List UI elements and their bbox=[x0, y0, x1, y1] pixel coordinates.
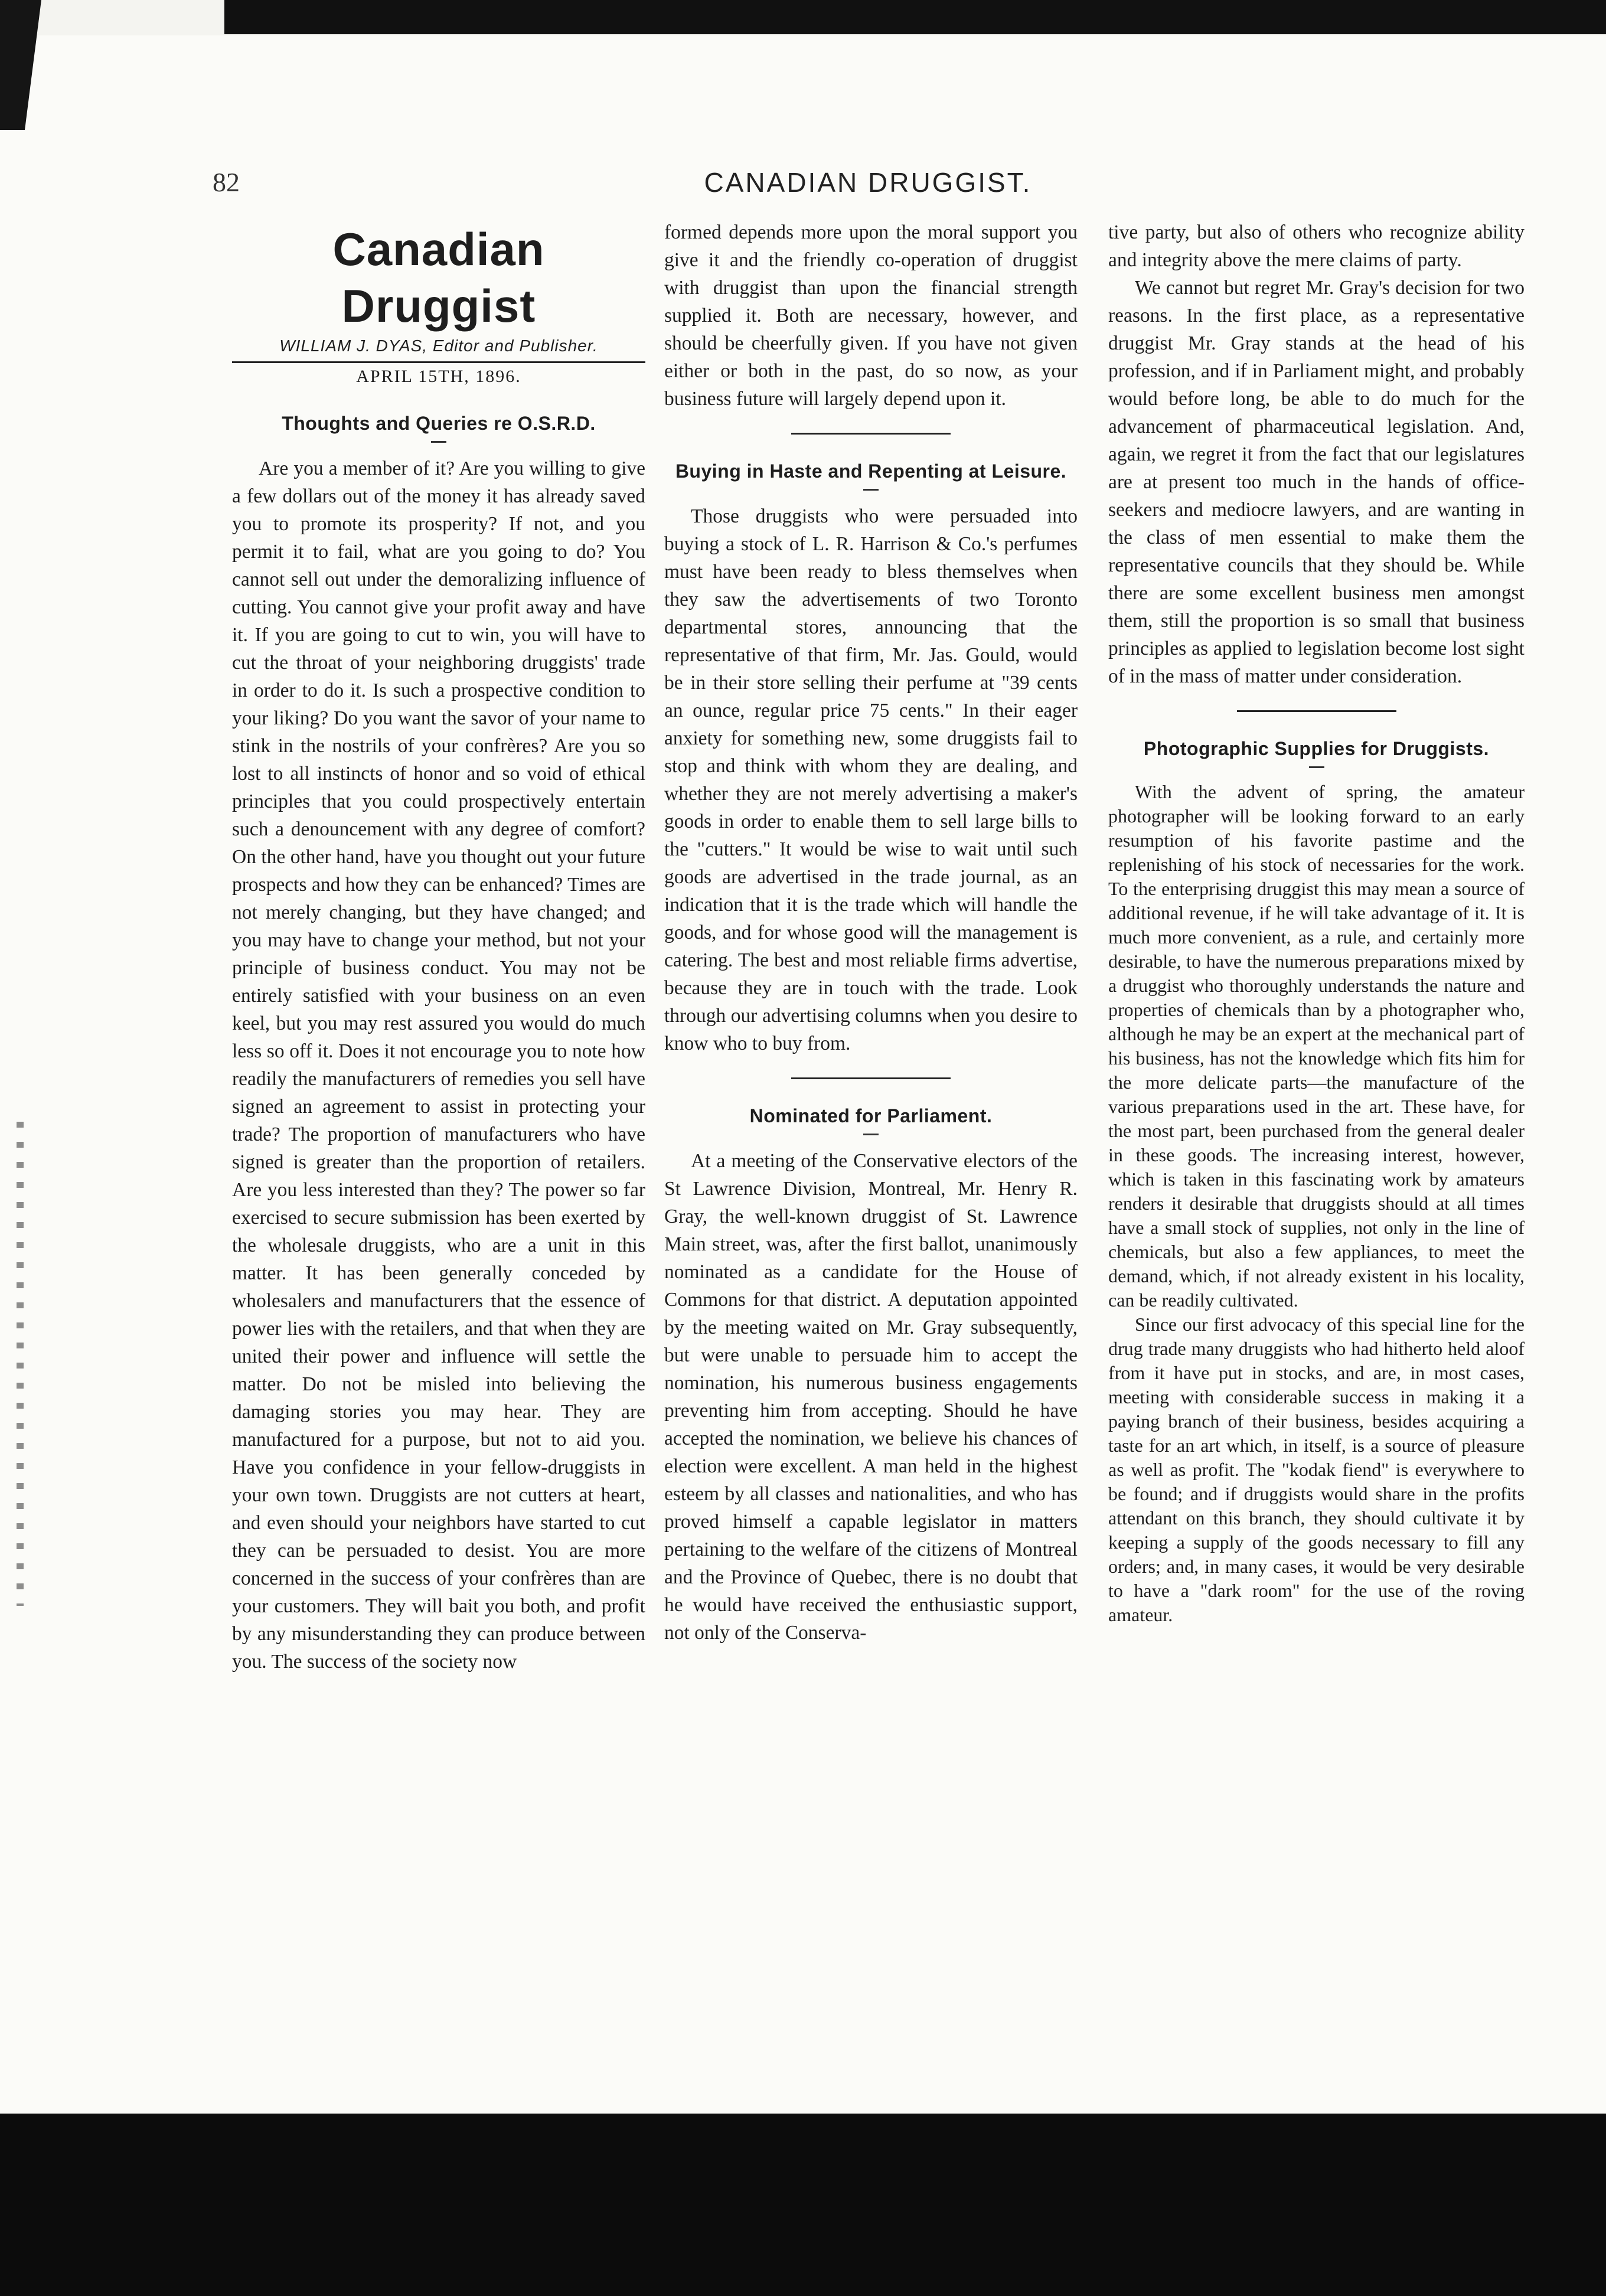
heading-dash bbox=[431, 441, 446, 443]
article-heading: Nominated for Parliament. bbox=[749, 1105, 993, 1126]
issue-date: APRIL 15TH, 1896. bbox=[356, 367, 521, 386]
scan-top-border bbox=[224, 0, 1606, 34]
article-paragraph-continued: formed depends more upon the moral support you give it and the friendly co-operation of druggist with druggist than upon the financial strength supplied it. Both are necessary, however, and should be cheerfully given. If you have not given either or both in the past, do so now, as your business future will largely depend upon it. bbox=[664, 221, 1078, 410]
heading-dash bbox=[863, 489, 879, 491]
journal-name: CANADIAN DRUGGIST. bbox=[704, 167, 1032, 198]
article-paragraph: We cannot but regret Mr. Gray's decision for two reasons. In the first place, as a representative druggist Mr. Gray stands at the head of his profession, and if in Parliament might, and probably would before long, be able to do much for the advancement of pharmaceutical legislation. And, again, we regret it from the fact that our legislatures are at present too much in the hands of office-seekers and mediocre lawyers, and are wanting in the class of men essential to make them the representative councils that they should be. While there are some excellent business men amongst them, still the proportion is so small that business principles as applied to legislation become lost sight of in the mass of matter under consideration. bbox=[1108, 277, 1525, 687]
column-1 bbox=[232, 218, 645, 1676]
column-2 bbox=[664, 218, 1078, 1647]
scan-corner-mark bbox=[0, 0, 41, 130]
article-paragraph: Those druggists who were persuaded into buying a stock of L. R. Harrison & Co.'s perfumes must have been ready to bless themselves when they saw the advertisements of two Toronto departmental stores, announcing that the representative of that firm, Mr. Jas. Gould, would be in their store selling their perfume at "39 cents an ounce, regular price 75 cents." In their eager anxiety for something new, some druggists fail to stop and think with whom they are dealing, and whether they are not merely advertising a maker's goods in order to enable them to sell large bills to the "cutters." It would be wise to wait until such goods are advertised in the trade journal, as an indication that it is the trade which will handle the goods, and for whose good will the management is catering. The best and most reliable firms advertise, because they are in touch with the trade. Look through our advertising columns when you desire to know who to buy from. bbox=[664, 505, 1078, 1054]
article-heading: Thoughts and Queries re O.S.R.D. bbox=[282, 413, 596, 434]
article-heading: Photographic Supplies for Druggists. bbox=[1143, 738, 1490, 759]
column-3 bbox=[1108, 218, 1525, 1627]
article-paragraph: Are you a member of it? Are you willing to give a few dollars out of the money it has already saved you to promote its prosperity? If not, and you permit it to fail, what are you going to do? You cannot sell out under the demoralizing influence of cutting. You cannot give your profit away and have it. If you are going to cut to win, you will have to cut the throat of your neighboring druggists' trade in order to do it. Is such a prospective condition to your liking? Do you want the savor of your name to stink in the nostrils of your confrères? Are you so lost to all instincts of honor and so void of ethical principles that you could prospectively entertain such a denouncement with any degree of comfort? On the other hand, have you thought out your future prospects and how they can be enhanced? Times are not merely changing, but they have changed; and you may have to change your method, but not your principle of business conduct. You may not be entirely satisfied with your business on an even keel, but you may rest assured you would do much less so off it. Does it not encourage you to note how readily the manufacturers of remedies you sell have signed an agreement to assist in protecting your trade? The proportion of manufacturers who have signed is greater than the proportion of retailers. Are you less interested than they? The power so far exercised to secure submission has been exerted by the wholesale druggists, who are a unit in this matter. It has been generally conceded by wholesalers and manufacturers that the essence of power lies with the retailers, and that when they are united their power and influence will settle the matter. Do not be misled into believing the damaging stories you may hear. They are manufactured for a purpose, but not to aid you. Have you confidence in your fellow-druggists in your own town. Druggists are not cutters at heart, and even should your neighbors have started to cut they can be persuaded to desist. You are more concerned in the success of your confrères than are your customers. They will bait you both, and profit by any misunderstanding they can produce between you. The success of the society now bbox=[232, 458, 645, 1673]
page-number: 82 bbox=[213, 167, 240, 197]
running-head bbox=[213, 166, 1523, 202]
article-separator bbox=[791, 433, 951, 435]
masthead-editor: WILLIAM J. DYAS, Editor and Publisher. bbox=[279, 337, 598, 355]
article-paragraph: At a meeting of the Conservative electors of the St Lawrence Division, Montreal, Mr. Henry R. Gray, the well-known druggist of St. Lawrence Main street, was, after the first ballot, unanimously nominated as a candidate for the House of Commons for that district. A deputation appointed by the meeting waited on Mr. Gray subsequently, but were unable to persuade him to accept the nomination, his numerous business engagements preventing him from accepting. Should he have accepted the nomination, we believe his chances of election were excellent. A man held in the highest esteem by all classes and nationalities, and who has proved himself a capable legislator in matters pertaining to the welfare of the citizens of Montreal and the Province of Quebec, there is no doubt that he would have received the enthusiastic support, not only of the Conserva- bbox=[664, 1150, 1078, 1644]
article-separator bbox=[791, 1077, 951, 1079]
article-paragraph: Since our first advocacy of this special line for the drug trade many druggists who had hitherto held aloof from it have put in stocks, and are, in most cases, meeting with considerable success in making it a paying branch of their business, besides acquiring a taste for an art which, in itself, is a source of pleasure as well as profit. The "kodak fiend" is everywhere to be found; and if druggists would share in the profits attendant on this branch, they should cultivate it by keeping a supply of the goods necessary to fill any orders; and, in many cases, it would be very desirable to have a "dark room" for the use of the roving amateur. bbox=[1108, 1314, 1525, 1625]
article-heading: Buying in Haste and Repenting at Leisure. bbox=[675, 460, 1067, 482]
scan-bottom-border bbox=[0, 2114, 1606, 2296]
masthead-title: Canadian Druggist bbox=[332, 223, 545, 332]
heading-dash bbox=[1309, 766, 1324, 768]
article-paragraph-continued: tive party, but also of others who recognize ability and integrity above the mere claims of party. bbox=[1108, 221, 1525, 271]
heading-dash bbox=[863, 1134, 879, 1135]
article-paragraph: With the advent of spring, the amateur photographer will be looking forward to an early resumption of his favorite pastime and the replenishing of his stock of necessaries for the work. To the enterprising druggist this may mean a source of additional revenue, if he will take advantage of it. It is much more convenient, as a rule, and certainly more desirable, to have the numerous preparations mixed by a druggist who thoroughly understands the nature and properties of chemicals than by a photographer who, although he may be an expert at the mechanical part of his business, has not the knowledge which fits him for the more delicate parts—the manufacture of the various preparations used in the art. These have, for the most part, been purchased from the general dealer in these goods. The increasing interest, however, which is taken in this fascinating work by amateurs renders it desirable that druggists should at all times have a small stock of supplies, not only in the line of chemicals, but also a few appliances, to meet the demand, which, if not already existent in his locality, can be readily cultivated. bbox=[1108, 781, 1525, 1311]
scan-margin-marks bbox=[17, 1122, 24, 1606]
article-separator bbox=[1237, 710, 1396, 712]
